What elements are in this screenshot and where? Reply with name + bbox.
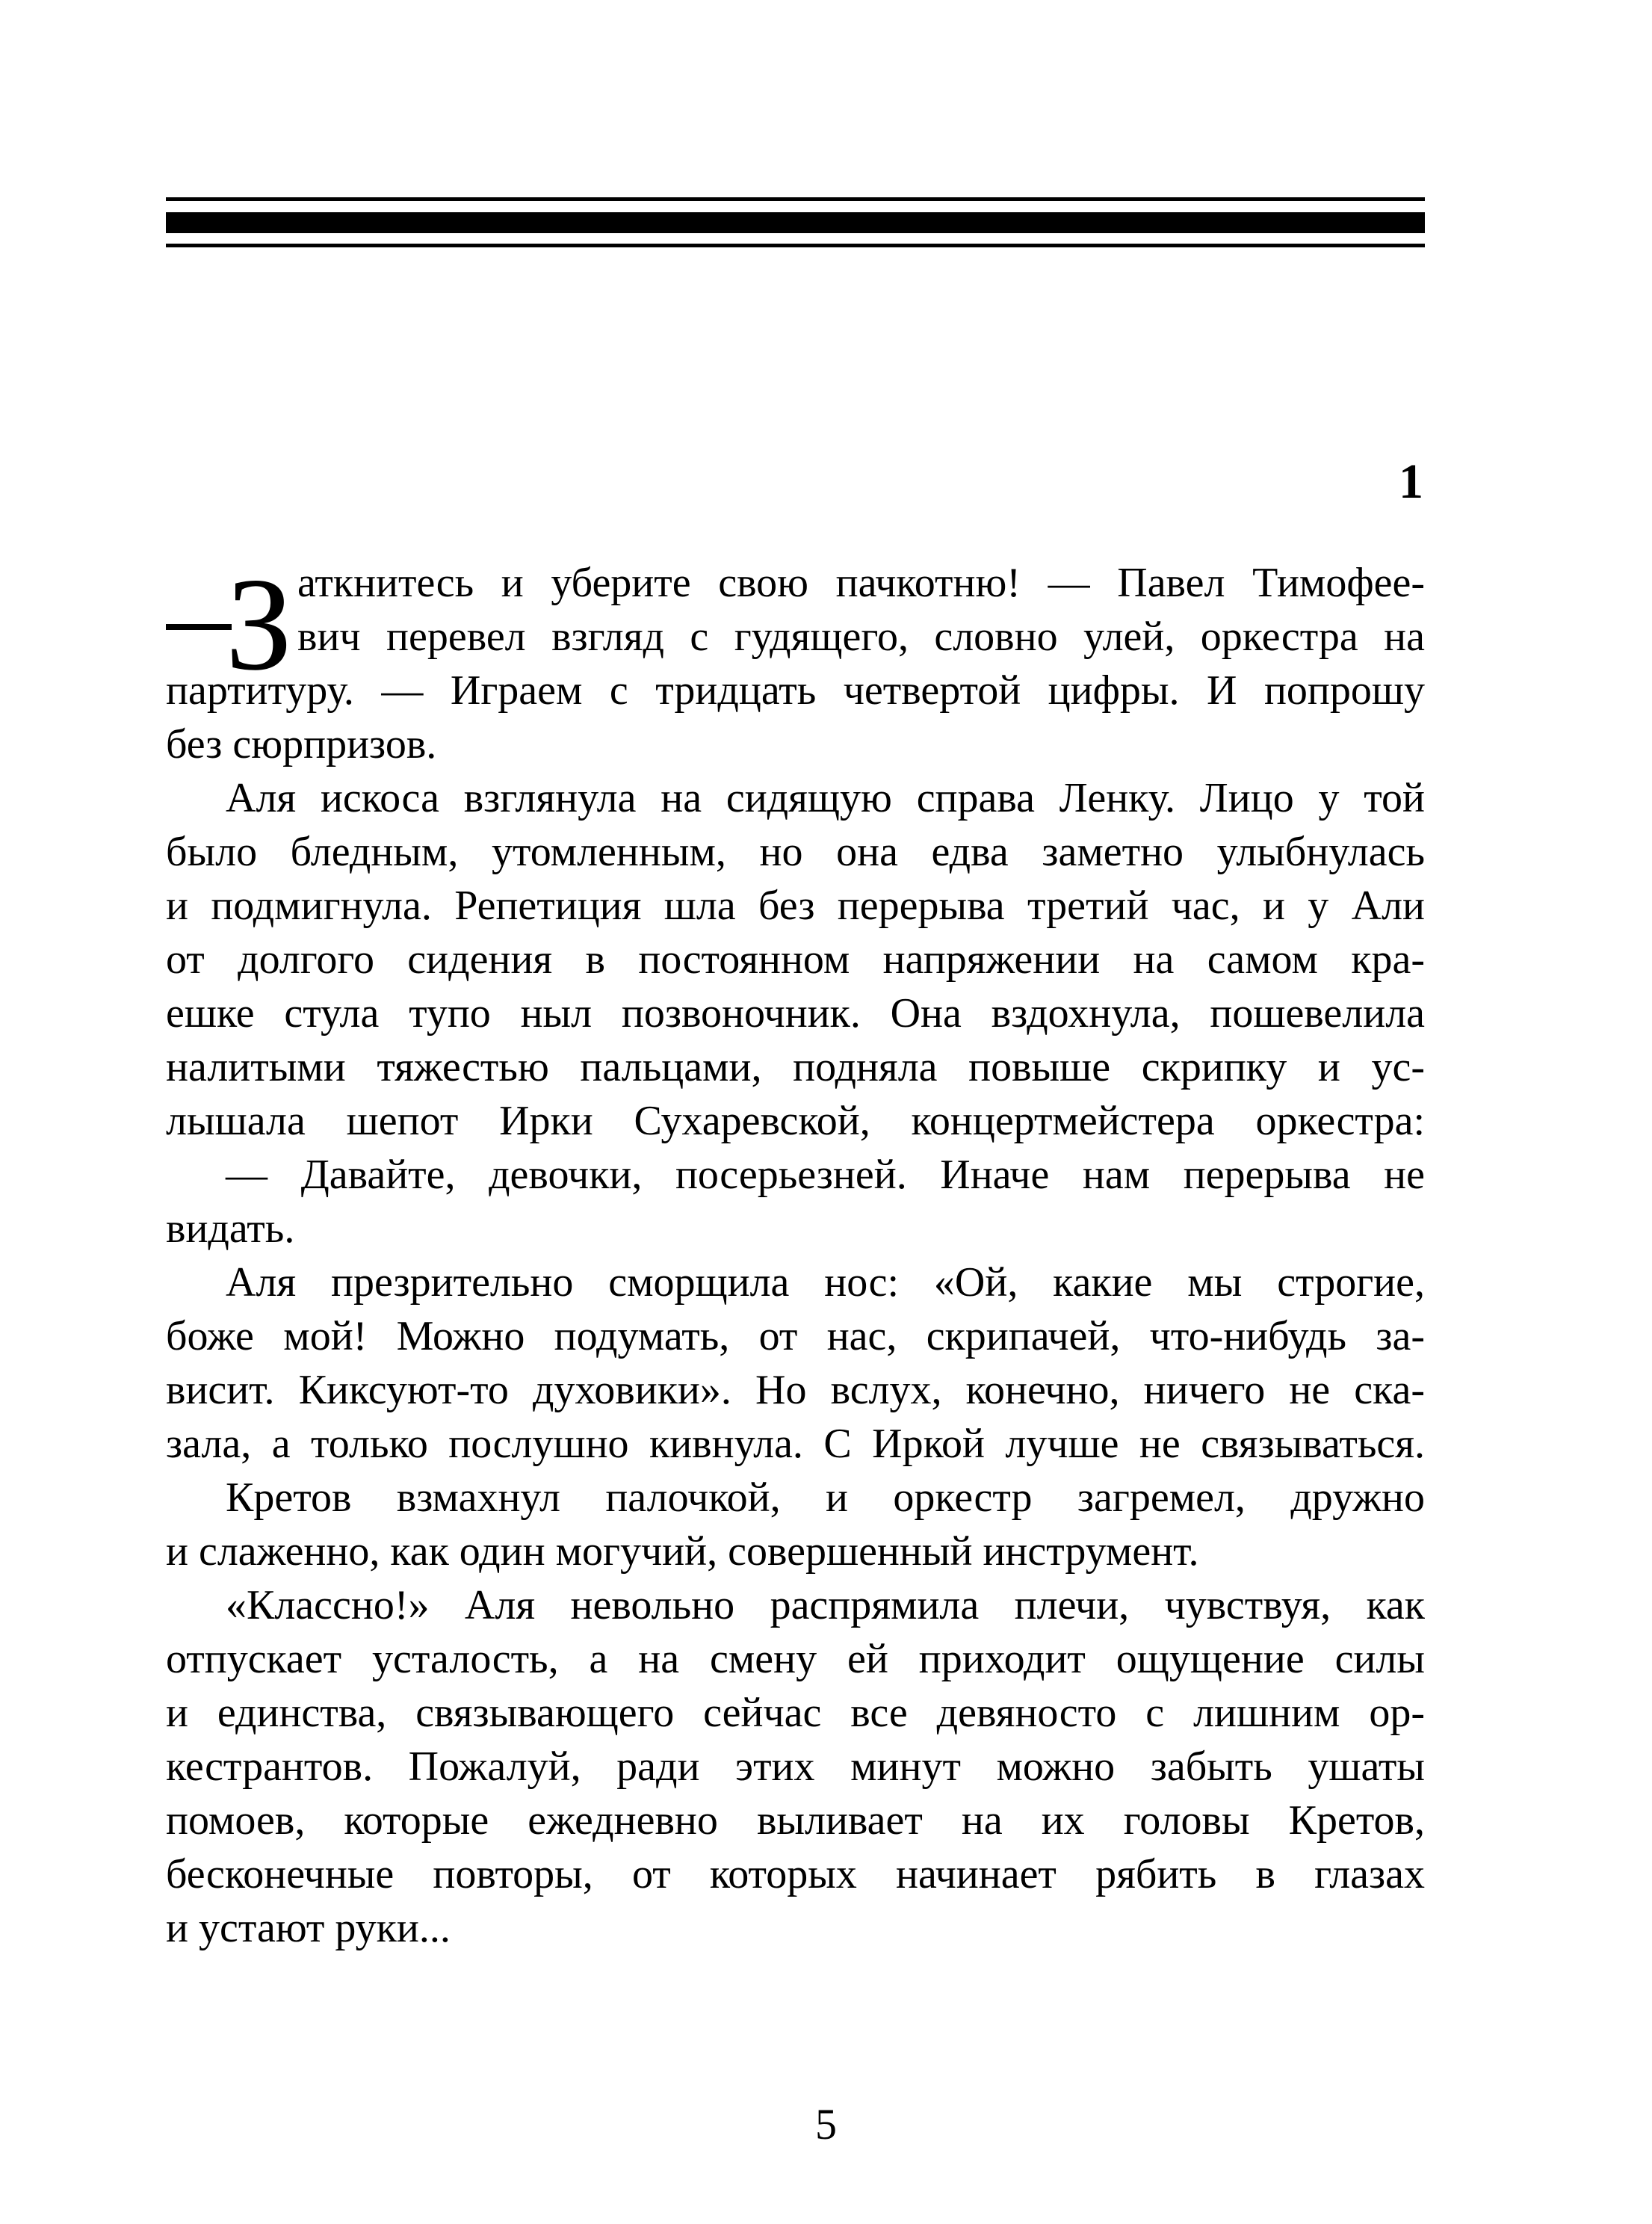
chapter-number: 1 [1399,454,1423,509]
text-line: висит. Киксуют-то духовики». Но вслух, конечно, ничего не ска- [166,1367,1425,1413]
page-number: 5 [815,2100,837,2149]
text-line: аткнитесь и уберите свою пачкотню! — Павел Тимофее- [297,560,1425,606]
text-line: видать. [166,1205,295,1252]
text-line: отпускает усталость, а на смену ей приходит ощущение силы [166,1636,1425,1682]
text-line: было бледным, утомленным, но она едва заметно улыбнулась [166,829,1425,875]
text-line: партитуру. — Играем с тридцать четвертой цифры. И попрошу [166,667,1425,714]
text-line: помоев, которые ежедневно выливает на их головы Кретов, [166,1797,1425,1844]
header-rule-thick [166,212,1425,233]
text-line: и слаженно, как один могучий, совершенный инструмент. [166,1528,1199,1575]
text-line: и устают руки... [166,1905,451,1951]
text-line: — Давайте, девочки, посерьезней. Иначе нам перерыва не [226,1152,1425,1198]
text-line: «Классно!» Аля невольно распрямила плечи, чувствуя, как [226,1582,1425,1628]
dialogue-dash [166,624,232,630]
text-line: лышала шепот Ирки Сухаревской, концертмейстера оркестра: [166,1098,1425,1144]
text-line: Кретов взмахнул палочкой, и оркестр загремел, дружно [226,1474,1425,1521]
text-line: Аля искоса взглянула на сидящую справа Ленку. Лицо у той [226,775,1425,821]
text-line: и единства, связывающего сейчас все девяносто с лишним ор- [166,1690,1425,1736]
text-line: бесконечные повторы, от которых начинает рябить в глазах [166,1851,1425,1897]
text-line: без сюрпризов. [166,721,437,767]
drop-cap: З [226,550,293,698]
text-line: вич перевел взгляд с гудящего, словно улей, оркестра на [297,614,1425,660]
header-rule-bottom [166,244,1425,247]
text-line: ешке стула тупо ныл позвоночник. Она вздохнула, пошевелила [166,990,1425,1037]
text-line: от долгого сидения в постоянном напряжении на самом кра- [166,936,1425,983]
text-line: и подмигнула. Репетиция шла без перерыва третий час, и у Али [166,883,1425,929]
text-line: боже мой! Можно подумать, от нас, скрипачей, что-нибудь за- [166,1313,1425,1359]
text-line: кестрантов. Пожалуй, ради этих минут можно забыть ушаты [166,1743,1425,1790]
text-line: зала, а только послушно кивнула. С Иркой лучше не связываться. [166,1421,1425,1467]
text-line: Аля презрительно сморщила нос: «Ой, какие мы строгие, [226,1259,1425,1306]
header-rule-top [166,197,1425,201]
text-line: налитыми тяжестью пальцами, подняла повыше скрипку и ус- [166,1044,1425,1090]
